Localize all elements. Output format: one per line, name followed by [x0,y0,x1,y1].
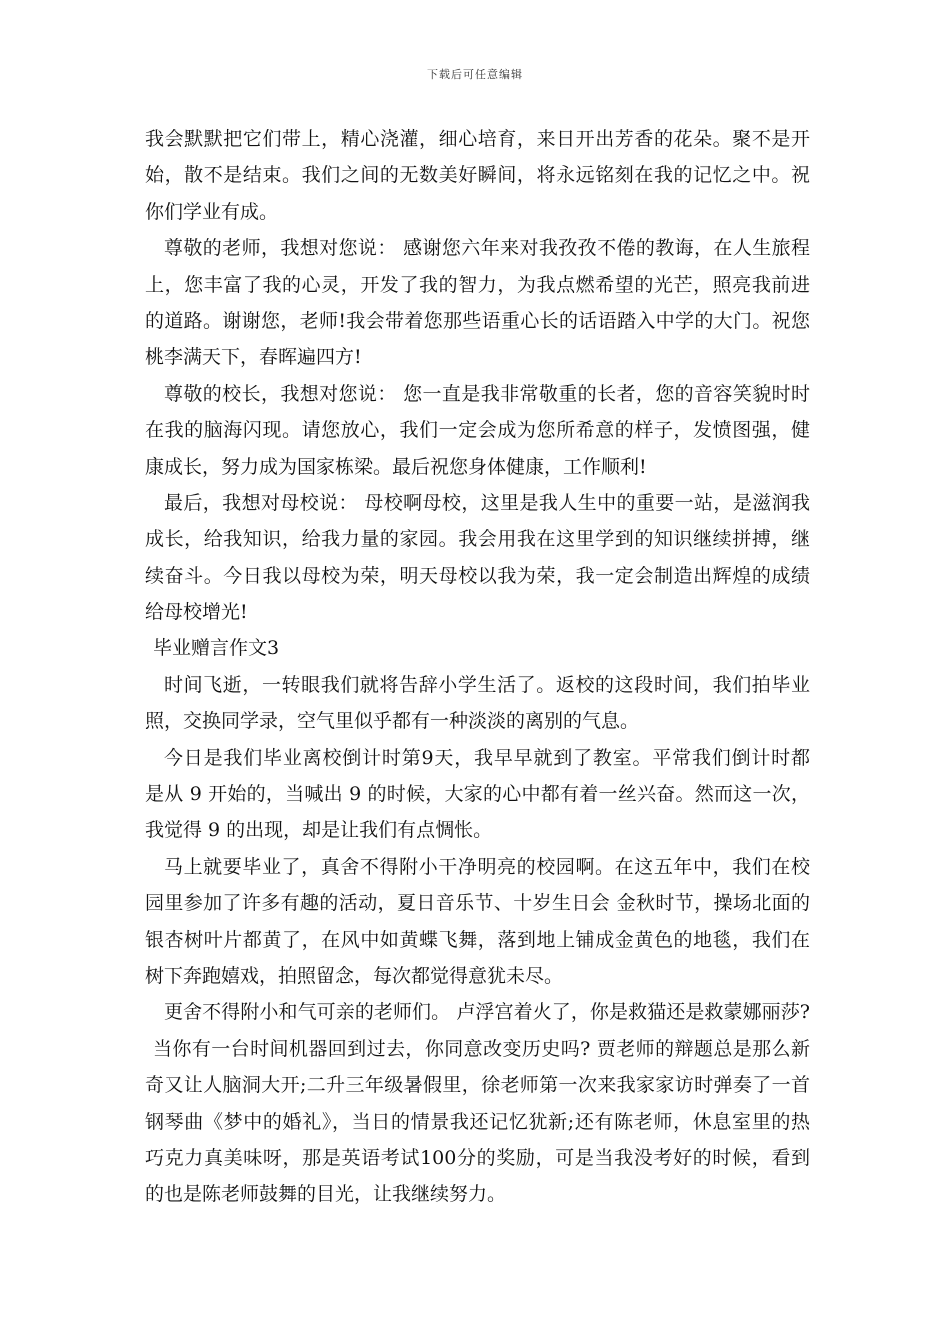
text-line: 在我的脑海闪现。请您放心，我们一定会成为您所希意的样子，发愤图强，健 [145,419,810,442]
document-body [145,121,810,1213]
text-line: 尊敬的老师，我想对您说： 感谢您六年来对我孜孜不倦的教诲，在人生旅程 [164,237,810,260]
text-line: 树下奔跑嬉戏，拍照留念，每次都觉得意犹未尽。 [145,964,564,987]
text-line: 毕业赠言作文3 [153,637,280,660]
text-line: 更舍不得附小和气可亲的老师们。 卢浮宫着火了，你是救猫还是救蒙娜丽莎? [164,1001,810,1024]
text-line: 照，交换同学录，空气里似乎都有一种淡淡的离别的气息。 [145,710,640,733]
text-line: 上，您丰富了我的心灵，开发了我的智力，为我点燃希望的光芒，照亮我前进 [145,273,810,296]
text-line: 成长，给我知识，给我力量的家园。我会用我在这里学到的知识继续拼搏，继 [145,528,810,551]
text-line: 钢琴曲《梦中的婚礼》，当日的情景我还记忆犹新;还有陈老师，休息室里的热 [145,1110,810,1133]
text-line: 续奋斗。今日我以母校为荣，明天母校以我为荣，我一定会制造出辉煌的成绩 [145,564,810,587]
text-line: 马上就要毕业了，真舍不得附小干净明亮的校园啊。在这五年中，我们在校 [164,855,810,878]
text-line: 今日是我们毕业离校倒计时第9天，我早早就到了教室。平常我们倒计时都 [164,746,810,769]
text-line: 巧克力真美味呀，那是英语考试100分的奖励，可是当我没考好的时候，看到 [145,1146,810,1169]
text-line: 始，散不是结束。我们之间的无数美好瞬间，将永远铭刻在我的记忆之中。祝 [145,164,810,187]
text-line: 园里参加了许多有趣的活动，夏日音乐节、十岁生日会 金秋时节，操场北面的 [145,892,810,915]
text-line: 时间飞逝，一转眼我们就将告辞小学生活了。返校的这段时间，我们拍毕业 [164,673,810,696]
text-line: 是从 9 开始的，当喊出 9 的时候，大家的心中都有着一丝兴奋。然而这一次， [145,783,810,806]
text-line: 康成长，努力成为国家栋梁。最后祝您身体健康，工作顺利! [145,455,647,478]
text-line: 当你有一台时间机器回到过去，你同意改变历史吗? 贾老师的辩题总是那么新 [153,1037,810,1060]
text-line: 你们学业有成。 [145,200,279,223]
text-line: 的道路。谢谢您，老师!我会带着您那些语重心长的话语踏入中学的大门。祝您 [145,309,810,332]
text-line: 我觉得 9 的出现，却是让我们有点惆怅。 [145,819,493,842]
text-line: 尊敬的校长，我想对您说： 您一直是我非常敬重的长者，您的音容笑貌时时 [164,382,810,405]
text-line: 银杏树叶片都黄了，在风中如黄蝶飞舞，落到地上铺成金黄色的地毯，我们在 [145,928,810,951]
text-line: 我会默默把它们带上，精心浇灌，细心培育，来日开出芳香的花朵。聚不是开 [145,128,810,150]
text-line: 桃李满天下，春晖遍四方! [145,346,362,369]
page-header: 下载后可任意编辑 [427,68,523,81]
text-line: 奇又让人脑洞大开;二升三年级暑假里，徐老师第一次来我家家访时弹奏了一首 [145,1074,810,1097]
text-line: 最后，我想对母校说： 母校啊母校，这里是我人生中的重要一站，是滋润我 [164,491,810,514]
text-line: 给母校增光! [145,601,248,624]
text-line: 的也是陈老师鼓舞的目光，让我继续努力。 [145,1183,507,1206]
